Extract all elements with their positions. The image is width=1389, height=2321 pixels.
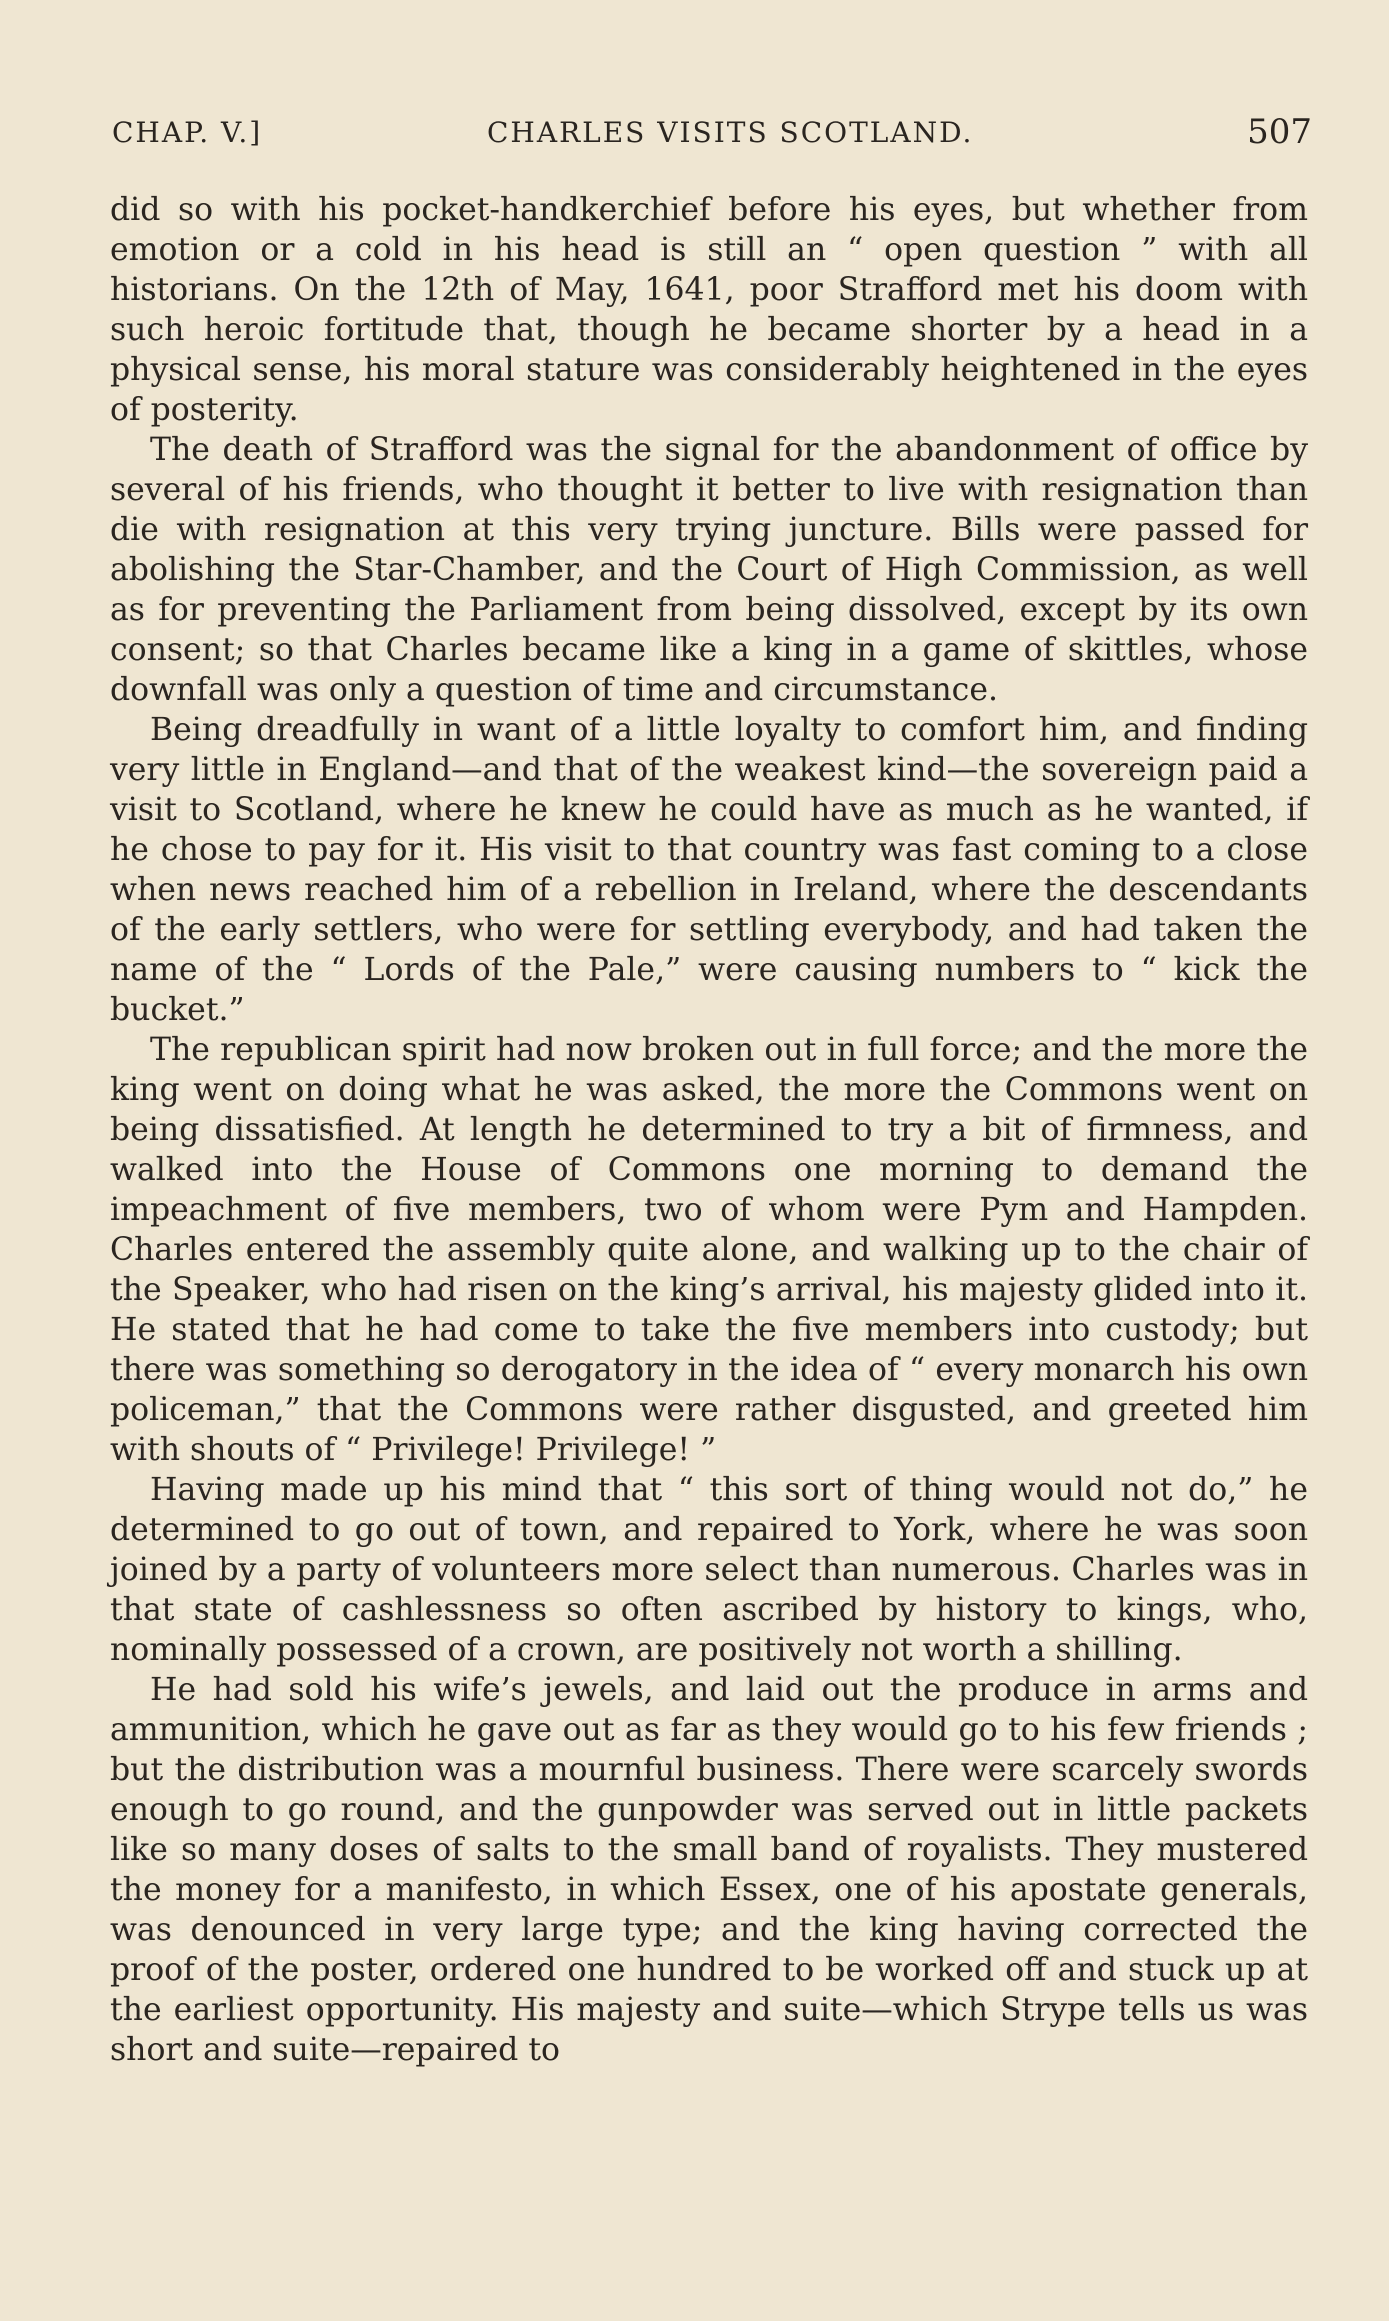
- running-head: [112, 112, 1312, 160]
- chapter-title: CHARLES VISITS SCOTLAND.: [487, 116, 974, 149]
- paragraph-4: The republican spirit had now broken out in full force; and the more the king went on doing what he was asked, the more the Commons went on being dissatisfied. At length he determined to try a bit of firmness, and walked into the House of Commons one morning to demand the impeachment of five members, two of whom were Pym and Hampden. Charles entered the assembly quite alone, and walking up to the chair of the Speaker, who had risen on the king’s arrival, his majesty glided into it. He stated that he had come to take the five members into custody; but there was something so derogatory in the idea of “ every monarch his own policeman,” that the Commons were rather disgusted, and greeted him with shouts of “ Privilege! Privilege! ”: [110, 1032, 1308, 1468]
- page-number: 507: [1247, 112, 1312, 152]
- paragraph-1: did so with his pocket-handkerchief before his eyes, but whether from emotion or a cold in his head is still an “ open question ” with all historians. On the 12th of May, 1641, poor Strafford met his doom with such heroic fortitude that, though he became shorter by a head in a physical sense, his moral stature was considerably heightened in the eyes of posterity.: [110, 192, 1308, 428]
- paragraph-6: He had sold his wife’s jewels, and laid out the produce in arms and ammunition, which he gave out as far as they would go to his few friends ; but the distribution was a mournful business. There were scarcely swords enough to go round, and the gunpowder was served out in little packets like so many doses of salts to the small band of royalists. They mustered the money for a manifesto, in which Essex, one of his apostate generals, was denounced in very large type; and the king having corrected the proof of the poster, ordered one hundred to be worked off and stuck up at the earliest opportunity. His majesty and suite—which Strype tells us was short and suite—repaired to: [110, 1672, 1308, 2068]
- paragraph-3: Being dreadfully in want of a little loyalty to comfort him, and finding very little in England—and that of the weakest kind—the sovereign paid a visit to Scotland, where he knew he could have as much as he wanted, if he chose to pay for it. His visit to that country was fast coming to a close when news reached him of a rebellion in Ireland, where the descendants of the early settlers, who were for settling everybody, and had taken the name of the “ Lords of the Pale,” were causing numbers to “ kick the bucket.”: [110, 712, 1308, 1028]
- paragraph-5: Having made up his mind that “ this sort of thing would not do,” he determined to go out of town, and repaired to York, where he was soon joined by a party of volunteers more select than numerous. Charles was in that state of cashlessness so often ascribed by history to kings, who, nominally possessed of a crown, are positively not worth a shilling.: [110, 1472, 1308, 1668]
- paragraph-2: The death of Strafford was the signal for the abandonment of office by several of his friends, who thought it better to live with resignation than die with resignation at this very trying juncture. Bills were passed for abolishing the Star-Chamber, and the Court of High Commission, as well as for preventing the Parliament from being dissolved, except by its own consent; so that Charles became like a king in a game of skittles, whose downfall was only a question of time and circumstance.: [110, 432, 1308, 708]
- body-text: [110, 190, 1308, 2070]
- chapter-label: CHAP. V.]: [112, 116, 263, 149]
